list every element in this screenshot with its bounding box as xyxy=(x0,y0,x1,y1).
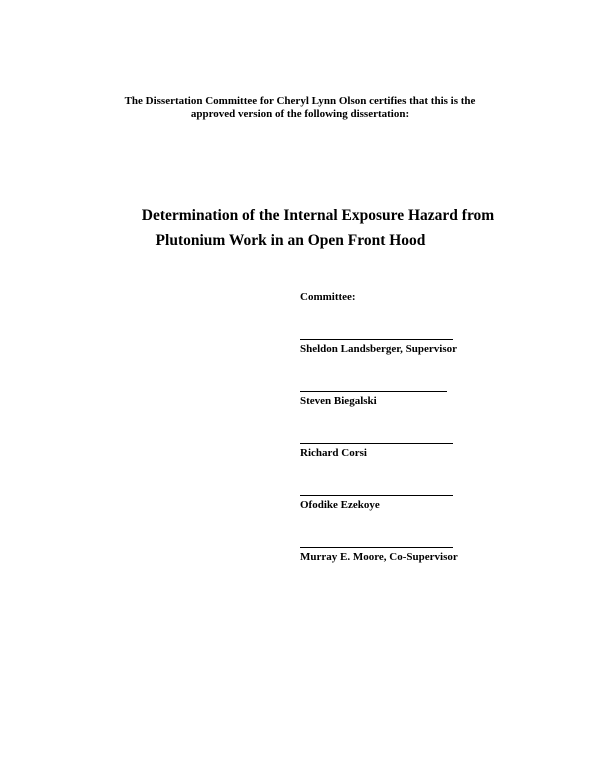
member-name: Murray E. Moore, Co-Supervisor xyxy=(300,551,458,563)
member-name: Sheldon Landsberger, Supervisor xyxy=(300,343,457,355)
certification-line-1: The Dissertation Committee for Cheryl Lynn Olson certifies that this is the xyxy=(124,95,476,107)
committee-heading: Committee: xyxy=(300,291,356,303)
certification-line-2: approved version of the following dissertation: xyxy=(190,108,410,120)
member-name: Richard Corsi xyxy=(300,447,367,459)
committee-member xyxy=(300,443,453,459)
signature-line xyxy=(300,339,453,340)
signature-line xyxy=(300,547,453,548)
dissertation-title-line-1: Determination of the Internal Exposure Hazard from xyxy=(141,207,495,224)
certification-statement xyxy=(0,95,600,121)
committee-member xyxy=(300,391,447,407)
dissertation-title xyxy=(0,203,600,253)
committee-member xyxy=(300,547,458,563)
signature-line xyxy=(300,391,447,392)
signature-line xyxy=(300,495,453,496)
dissertation-title-line-2: Plutonium Work in an Open Front Hood xyxy=(155,232,426,249)
committee-member xyxy=(300,495,453,511)
member-name: Ofodike Ezekoye xyxy=(300,499,380,511)
member-name: Steven Biegalski xyxy=(300,395,377,407)
signature-line xyxy=(300,443,453,444)
committee-member xyxy=(300,339,457,355)
